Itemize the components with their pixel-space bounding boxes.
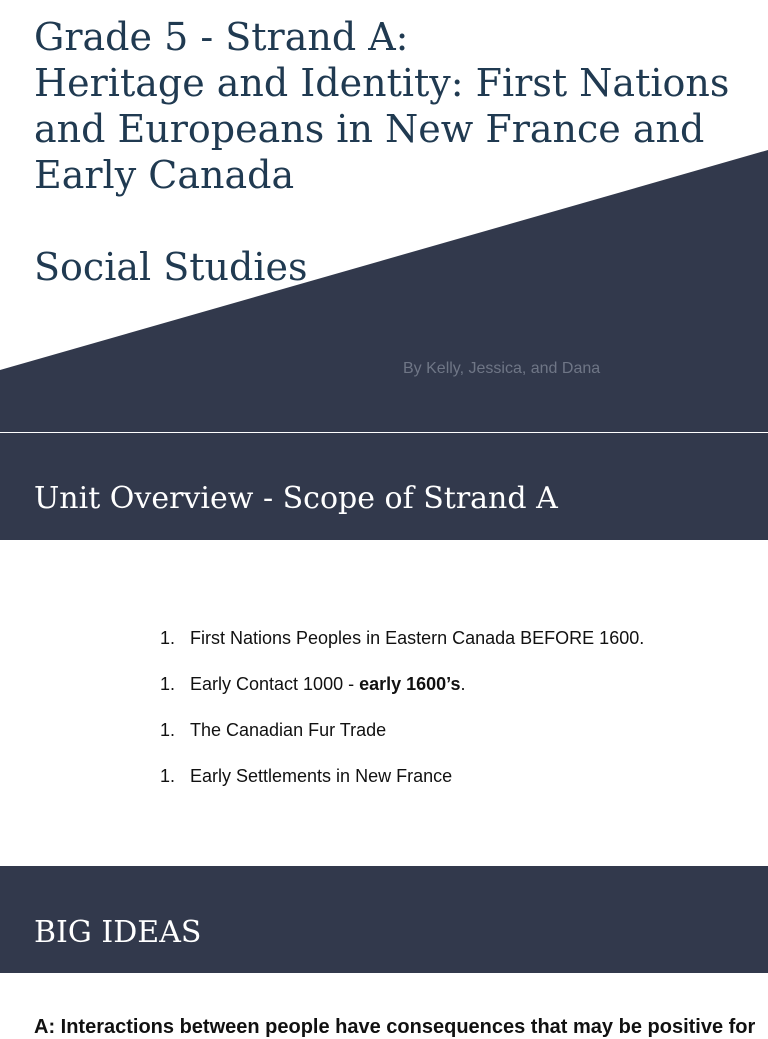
overview-header-band bbox=[0, 433, 768, 540]
big-ideas-heading: BIG IDEAS bbox=[34, 915, 202, 950]
list-text: Early Contact 1000 - bbox=[190, 674, 360, 694]
list-number: 1. bbox=[160, 628, 176, 648]
title-line: Early Canada bbox=[34, 153, 295, 197]
author-byline: By Kelly, Jessica, and Dana bbox=[403, 360, 601, 377]
big-idea-text: A: Interactions between people have consequences that may be positive for bbox=[34, 1016, 756, 1038]
title-line: Grade 5 - Strand A: bbox=[34, 15, 409, 59]
overview-slide bbox=[0, 433, 768, 866]
list-text: The Canadian Fur Trade bbox=[190, 720, 387, 740]
list-item bbox=[160, 764, 644, 810]
list-text-bold: early 1600’s bbox=[359, 674, 461, 694]
title-line: and Europeans in New France and bbox=[34, 107, 705, 151]
title-line: Heritage and Identity: First Nations bbox=[34, 61, 730, 105]
list-number: 1. bbox=[160, 766, 176, 786]
title-spacer bbox=[34, 198, 754, 244]
scope-list bbox=[160, 626, 644, 810]
list-text: First Nations Peoples in Eastern Canada BEFORE 1600. bbox=[190, 628, 645, 648]
list-text: Early Settlements in New France bbox=[190, 766, 453, 786]
list-item bbox=[160, 626, 644, 672]
title-slide bbox=[0, 0, 768, 432]
big-ideas-header-band bbox=[0, 866, 768, 973]
list-number: 1. bbox=[160, 674, 176, 694]
subject-title: Social Studies bbox=[34, 245, 308, 289]
big-ideas-slide bbox=[0, 866, 768, 1038]
list-item bbox=[160, 672, 644, 718]
list-number: 1. bbox=[160, 720, 176, 740]
list-item bbox=[160, 718, 644, 764]
overview-heading: Unit Overview - Scope of Strand A bbox=[34, 481, 558, 516]
slide-title bbox=[34, 14, 754, 290]
list-text-tail: . bbox=[460, 674, 466, 694]
